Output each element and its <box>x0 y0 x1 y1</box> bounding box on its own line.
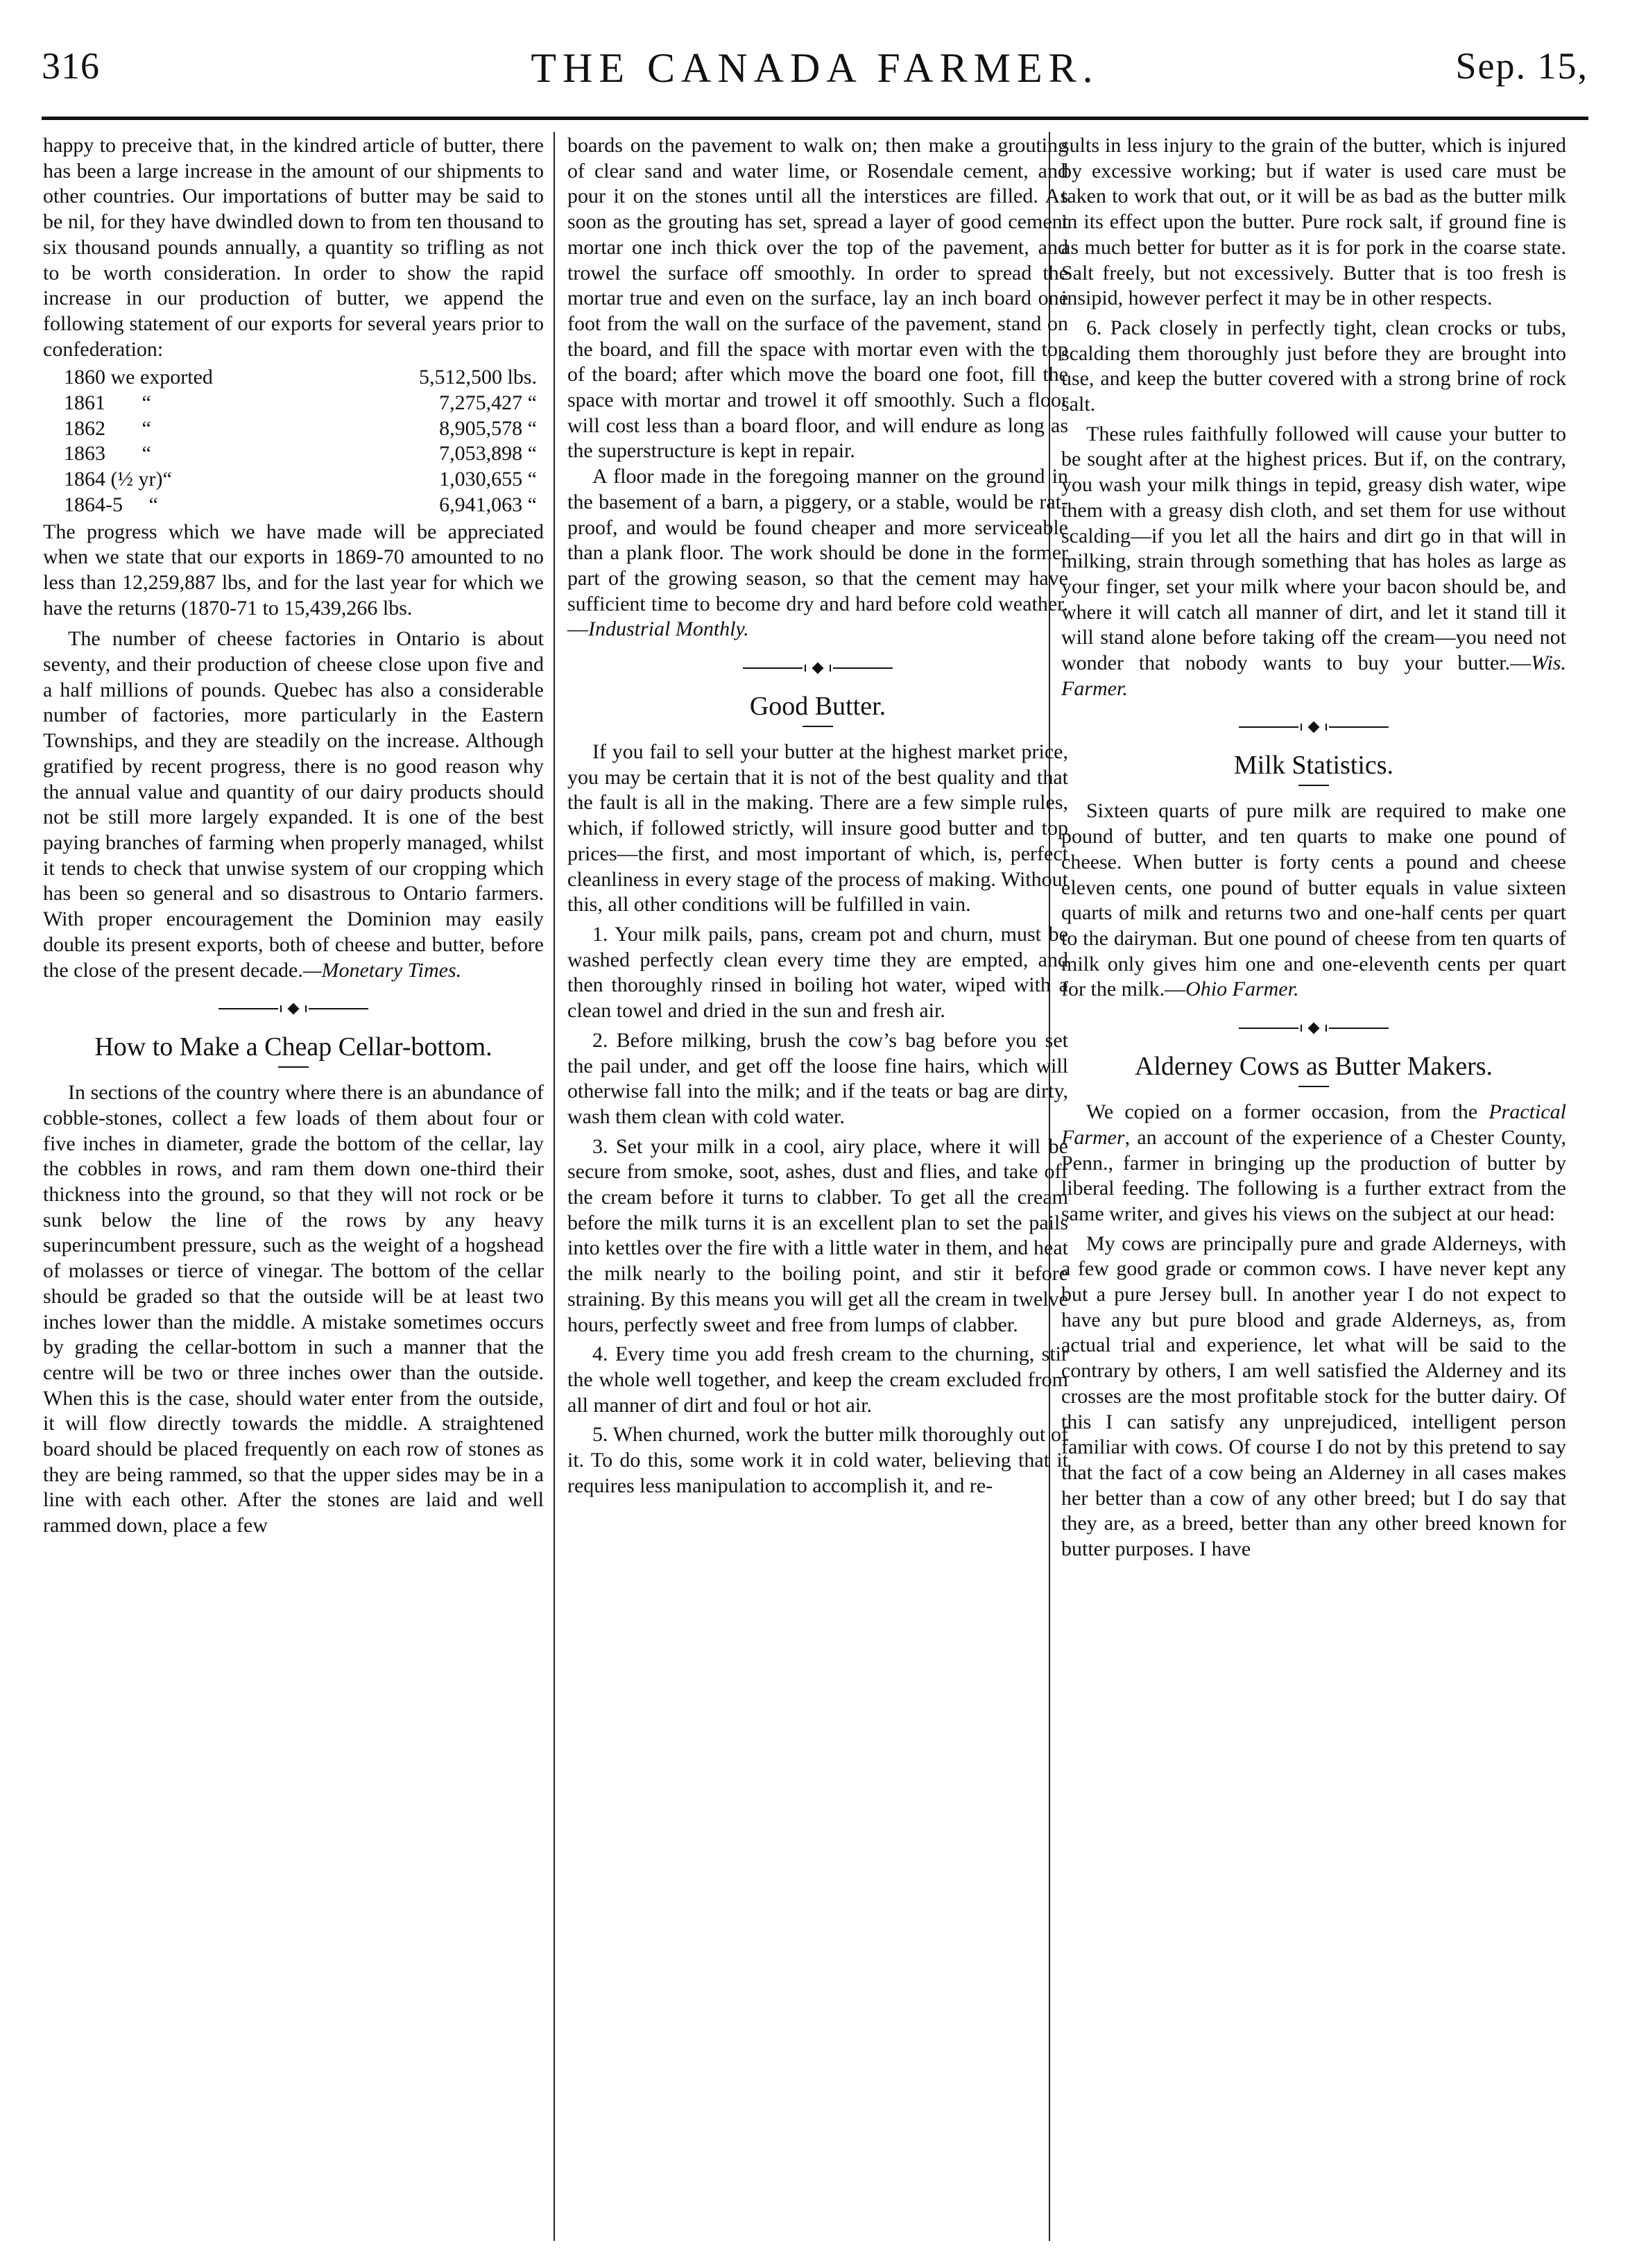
ornament-diamond <box>1308 722 1320 733</box>
ornament-diamond <box>812 663 824 674</box>
column-divider-1 <box>554 132 555 2241</box>
ornament-tick <box>805 665 806 672</box>
exports-amount: 7,053,898 “ <box>439 442 537 466</box>
alderney-intro-text-cont: , an account of the experience of a Chester County, Penn., farmer in bringing up the production of butter by liberal feeding. The following is a further extract from the same writer, and gives his views on the subject at our head: <box>1061 1125 1566 1225</box>
exports-year: 1864 (½ yr)“ <box>64 468 172 491</box>
butter-rule-6: 6. Pack closely in perfectly tight, clean crocks or tubs, scalding them thoroughly just before they are brought into use, and keep the butter covered with a strong brine of rock salt. <box>1061 316 1566 416</box>
alderney-intro-paragraph <box>1061 1100 1566 1227</box>
floor-text: A floor made in the foregoing manner on the ground in the basement of a barn, a piggery, or a stable, would be rat-proof, and would be found cheaper and more serviceable than a plank floor. The work should be done in the former part of the growing season, so that the cement may have sufficient time to become dry and hard before cold weather.— <box>567 465 1068 641</box>
cheese-factories-paragraph <box>43 626 544 983</box>
section-ornament <box>43 1004 544 1014</box>
ornament-tick <box>1301 724 1302 731</box>
article-heading-cellar: How to Make a Cheap Cellar-bottom. <box>94 1032 492 1062</box>
ornament-diamond <box>1308 1023 1320 1034</box>
ornament-line <box>833 667 893 669</box>
butter-closing-paragraph <box>1061 422 1566 702</box>
page-number: 316 <box>42 45 100 87</box>
exports-row <box>43 467 544 493</box>
butter-exports-table <box>43 365 544 518</box>
article-heading-alderney: Alderney Cows as Butter Makers. <box>1134 1052 1493 1082</box>
exports-amount: 1,030,655 “ <box>439 468 537 491</box>
ornament-line <box>1329 1028 1389 1029</box>
exports-year: 1861 “ <box>64 391 151 415</box>
butter-rule-4: 4. Every time you add fresh cream to the churning, stir the whole well together, and keep the cream excluded from all manner of dirt and foul or hot air. <box>567 1342 1068 1417</box>
ornament-tick <box>280 1005 282 1012</box>
exports-amount: 7,275,427 “ <box>439 391 537 415</box>
source-attribution: Industrial Monthly. <box>588 617 749 641</box>
exports-amount: 8,905,578 “ <box>439 416 537 440</box>
floor-paragraph <box>567 464 1068 642</box>
ornament-line <box>743 667 803 669</box>
section-ornament <box>1061 1023 1566 1033</box>
exports-row <box>43 441 544 467</box>
butter-rule-5-continuation: sults in less injury to the grain of the butter, which is injured by excessive working; but if water is used care must be taken to work that out, or it will be as bad as the butter milk in its effect upon the butter. Pure rock salt, if ground fine is as much better for butter as it is for pork in the coarse state. Salt freely, but not excessively. Butter that is too fresh is insipid, however perfect it may be in other respects. <box>1061 134 1566 310</box>
column-2 <box>567 133 1068 1499</box>
butter-closing-text: These rules faithfully followed will cause your butter to be sought after at the highest prices. But if, on the contrary, you wash your milk things in tepid, greasy dish water, wipe them with a greasy dish cloth, and set them for use without scalding—if you let all the hairs and dirt go in that will in milking, strain through something that has holes as large as your finger, set your milk where your bacon should be, and where it will catch all manner of dirt, and let it stand till it will stand alone before taking off the cream—you need not wonder that nobody wants to buy your butter.— <box>1061 422 1566 675</box>
butter-rule-1: 1. Your milk pails, pans, cream pot and churn, must be washed perfectly clean every time they are empted, and then thoroughly rinsed in boiling hot water, wiped with a clean towel and dried in the sun and fresh air. <box>567 922 1068 1023</box>
exports-row <box>43 493 544 518</box>
butter-rule-3: 3. Set your milk in a cool, airy place, where it will be secure from smoke, soot, ashes, dust and flies, and take off the cream before it turns to clabber. To get all the cream before the milk turns it is an excellent plan to set the pails into kettles over the fire with a little water in them, and heat the milk nearly to the boiling point, and stir it before straining. By this means you will get all the cream in twelve hours, perfectly sweet and free from lumps of clabber. <box>567 1134 1068 1336</box>
butter-intro: If you fail to sell your butter at the highest market price, you may be certain that it is not of the best quality and that the fault is all in the making. There are a few simple rules, which, if followed strictly, will insure good butter and top prices—the first, and most important of which, is, perfect cleanliness in every stage of the process of making. Without this, all other conditions will be fulfilled in vain. <box>567 740 1068 916</box>
alderney-intro-text: We copied on a former occasion, from the <box>1086 1100 1489 1124</box>
heading-dash <box>1298 1086 1329 1087</box>
article-heading-butter: Good Butter. <box>749 692 886 722</box>
exports-progress-paragraph: The progress which we have made will be appreciated when we state that our exports in 1869-70 amounted to no less than 12,259,887 lbs, and for the last year for which we have the returns (1870-71 to 15,439,266 lbs. <box>43 520 544 620</box>
issue-date: Sep. 15, <box>1455 45 1588 87</box>
ornament-line <box>1239 726 1298 728</box>
exports-amount: 6,941,063 “ <box>439 493 537 516</box>
exports-year: 1864-5 “ <box>64 493 158 516</box>
cellar-continuation: boards on the pavement to walk on; then make a grouting of clear sand and water lime, or Rosendale cement, and pour it on the stones until all the interstices are filled. As soon as the grouting has set, spread a layer of good cement mortar one inch thick over the top of the pavement, and trowel the surface off smoothly. In order to spread the mortar true and even on the surface, lay an inch board one foot from the wall on the surface of the pavement, stand on the board, and fill the space with mortar even with the top of the board; after which move the board one foot, fill the space with mortar and trowel it off smoothly. Such a floor will cost less than a board floor, and will endure as long as the superstructure is kept in repair. <box>567 134 1068 463</box>
ornament-tick <box>305 1005 307 1012</box>
heading-dash <box>803 726 833 727</box>
exports-row <box>43 365 544 391</box>
publication-title: THE CANADA FARMER. <box>531 45 1099 91</box>
ornament-diamond <box>288 1003 300 1015</box>
alderney-body-paragraph: My cows are principally pure and grade Alderneys, with a few good grade or common cows. I have never kept any but a pure Jersey bull. In another year I do not expect to have any but pure blood and grade Alderneys, as, from actual trial and experience, let what will be said to the contrary by others, I am well satisfied the Alderney and its crosses are the most profitable stock for the butter dairy. Of this I can satisfy any unprejudiced, intelligent person familiar with cows. Of course I do not by this pretend to say that the fact of a cow being an Alderney in all cases makes her better than a cow of any other breed; but I do say that they are, as a breed, better than any other breed known for butter purposes. I have <box>1061 1231 1566 1561</box>
source-attribution: Ohio Farmer. <box>1185 978 1299 1001</box>
milk-statistics-paragraph <box>1061 799 1566 1003</box>
column-3 <box>1061 133 1566 1562</box>
page-header <box>42 44 1588 111</box>
heading-dash <box>278 1066 309 1068</box>
ornament-tick <box>830 665 831 672</box>
exports-year: 1863 “ <box>64 442 151 466</box>
section-ornament <box>1061 722 1566 732</box>
ornament-line <box>1329 726 1389 728</box>
exports-year: 1862 “ <box>64 416 151 440</box>
source-attribution: Wis. Farmer. <box>1061 651 1566 700</box>
butter-rule-2: 2. Before milking, brush the cow’s bag before you set the pail under, and get off the loose fine hairs, which will otherwise fall into the milk; and if the teats or bag are dirty, wash them clean with cold water. <box>567 1028 1068 1128</box>
article-heading-milk: Milk Statistics. <box>1233 751 1394 781</box>
cellar-paragraph: In sections of the country where there is an abundance of cobble-stones, collect a few loads of them about four or five inches in diameter, grade the bottom of the cellar, lay the cobbles in rows, and ram them down one-third their thickness into the ground, so that they will not rock or be sunk below the line of the rows by any heavy superincumbent pressure, such as the weight of a hogshead of molasses or tierce of vinegar. The bottom of the cellar should be graded so that the outside will be at least two inches lower than the middle. A mistake sometimes occurs by grading the cellar-bottom in such a manner that the centre will be two or three inches ower than the outside. When this is the case, should water enter from the outside, it will flow directly towards the middle. A straightened board should be placed frequently on each row of stones as they are being rammed, so that the upper sides may be in a line with each other. After the stones are laid and well rammed down, place a few <box>43 1081 544 1537</box>
ornament-tick <box>1301 1025 1302 1032</box>
butter-rule-5: 5. When churned, work the butter milk thoroughly out of it. To do this, some work it in cold water, believing that it requires less manipulation to accomplish it, and re- <box>567 1423 1068 1497</box>
exports-amount: 5,512,500 lbs. <box>418 366 537 389</box>
ornament-tick <box>1326 724 1327 731</box>
publication-reference: Practical Farmer <box>1061 1100 1566 1149</box>
column-1 <box>43 133 544 1539</box>
ornament-line <box>1239 1028 1298 1029</box>
ornament-tick <box>1326 1025 1327 1032</box>
milk-statistics-text: Sixteen quarts of pure milk are required to make one pound of butter, and ten quarts to make one pound of cheese. When butter is forty cents a pound and cheese eleven cents, one pound of butter equals in value sixteen quarts of milk and returns two and one-half cents per quart to the dairyman. But one pound of cheese from ten quarts of milk only gives him one and one-eleventh cents per quart for the milk.— <box>1061 799 1566 1001</box>
butter-exports-intro: happy to preceive that, in the kindred article of butter, there has been a large increase in the amount of our shipments to other countries. Our importations of butter may be said to be nil, for they have dwindled down to from ten thousand to six thousand pounds annually, a quantity so trifling as not to be worth consideration. In order to show the rapid increase in our production of butter, we append the following statement of our exports for several years prior to confederation: <box>43 134 544 361</box>
section-ornament <box>567 663 1068 673</box>
ornament-line <box>309 1008 368 1009</box>
ornament-line <box>218 1008 278 1009</box>
exports-row <box>43 391 544 416</box>
source-attribution: —Monetary Times. <box>302 958 462 982</box>
exports-year: 1860 we exported <box>64 366 213 389</box>
exports-row <box>43 416 544 442</box>
heading-dash <box>1298 785 1329 786</box>
cheese-factories-text: The number of cheese factories in Ontario is about seventy, and their production of cheese close upon five and a half millions of pounds. Quebec has also a considerable number of factories, more particularly in the Eastern Townships, and they are steadily on the increase. Although gratified by recent progress, there is no good reason why the annual value and quantity of our dairy products should not be still more largely expanded. It is one of the best paying branches of farming when properly managed, whilst it tends to check that unwise system of our cropping which has been so general and so disastrous to Ontario farmers. With proper encouragement the Dominion may easily double its present exports, both of cheese and butter, before the close of the present decade. <box>43 627 544 982</box>
header-rule <box>42 117 1588 120</box>
